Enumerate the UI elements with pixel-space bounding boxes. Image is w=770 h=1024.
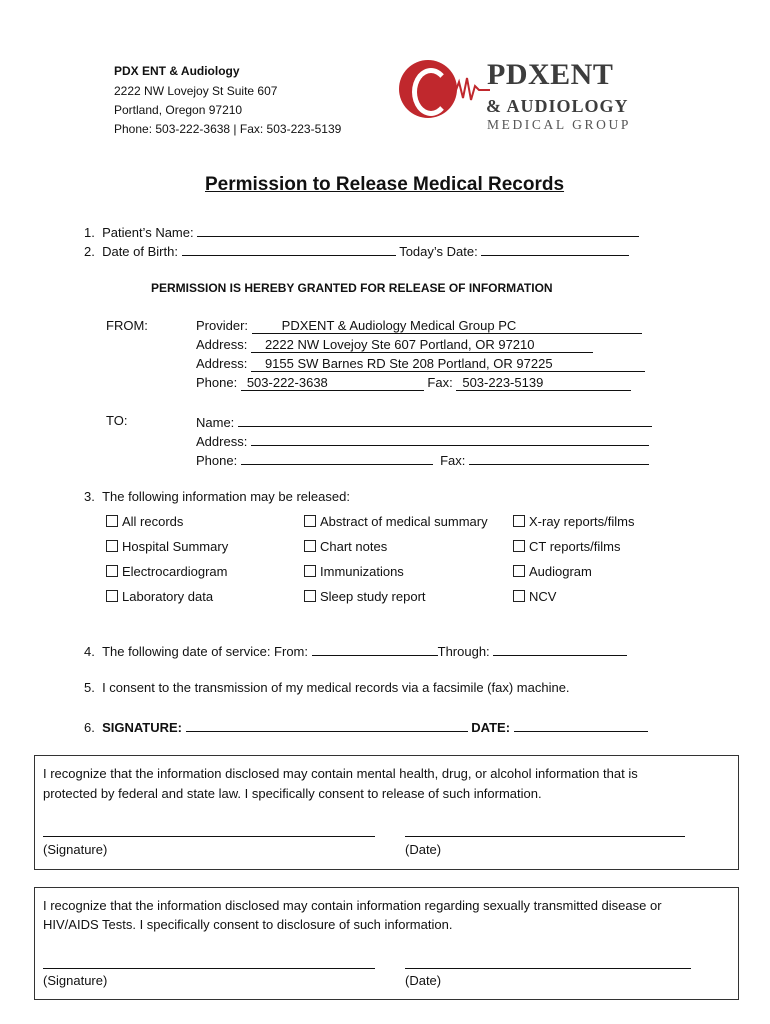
logo-soundwave-icon — [450, 74, 490, 104]
checkbox-label: Electrocardiogram — [122, 564, 228, 579]
consent-text-line-1: I recognize that the information disclosed may contain information regarding sexually transmitted disease or — [43, 898, 662, 913]
item-number: 3. — [84, 489, 95, 504]
logo-text-medical-group: MEDICAL GROUP — [487, 117, 631, 132]
release-info-label: The following information may be released: — [102, 489, 350, 504]
checkbox-icon[interactable] — [513, 515, 525, 527]
to-phone-field[interactable] — [241, 451, 433, 465]
fax-field[interactable]: 503-223-5139 — [456, 376, 631, 391]
checkbox-label: Laboratory data — [122, 589, 214, 604]
org-name: PDX ENT & Audiology — [114, 64, 240, 78]
to-address-row — [196, 432, 649, 449]
service-through-label: Through: — [437, 644, 490, 659]
checkbox-icon[interactable] — [304, 515, 316, 527]
signature-caption: (Signature) — [43, 842, 108, 857]
item-number: 1. — [84, 225, 95, 240]
from-provider-row — [196, 318, 642, 334]
checkbox-chart-notes[interactable] — [304, 539, 387, 554]
dob-label: Date of Birth: — [102, 244, 178, 259]
to-label: TO: — [106, 413, 128, 428]
date-field[interactable] — [514, 718, 648, 732]
checkbox-label: CT reports/films — [529, 539, 621, 554]
today-date-label: Today’s Date: — [399, 244, 478, 259]
checkbox-hospital-summary[interactable] — [106, 539, 228, 554]
item-number: 4. — [84, 644, 95, 659]
checkbox-label: Sleep study report — [320, 589, 426, 604]
checkbox-label: All records — [122, 514, 184, 529]
consent-box-std-hiv — [34, 887, 739, 1000]
date-line[interactable] — [405, 836, 685, 837]
to-phone-row — [196, 451, 649, 468]
signature-line[interactable] — [43, 836, 375, 837]
phone-field[interactable]: 503-222-3638 — [241, 376, 424, 391]
item-number: 2. — [84, 244, 95, 259]
patient-name-field[interactable] — [197, 223, 639, 237]
address-label: Address: — [196, 337, 248, 352]
to-fax-label: Fax: — [440, 453, 466, 468]
address-label: Address: — [196, 356, 248, 371]
page-title: Permission to Release Medical Records — [205, 174, 565, 195]
grant-heading: PERMISSION IS HEREBY GRANTED FOR RELEASE OF INFORMATION — [151, 281, 553, 295]
checkbox-label: Abstract of medical summary — [320, 514, 488, 529]
logo-text-pdxent: PDXENT — [487, 58, 614, 91]
checkbox-label: Immunizations — [320, 564, 404, 579]
item-4 — [84, 642, 627, 659]
fax-consent-text: I consent to the transmission of my medical records via a facsimile (fax) machine. — [102, 680, 570, 695]
from-label: FROM: — [106, 318, 148, 333]
signature-line[interactable] — [43, 968, 375, 969]
address-line-2: Portland, Oregon 97210 — [114, 103, 243, 117]
checkbox-icon[interactable] — [304, 540, 316, 552]
item-5 — [84, 680, 570, 695]
consent-box-mental-health — [34, 755, 739, 870]
checkbox-icon[interactable] — [106, 565, 118, 577]
item-number: 5. — [84, 680, 95, 695]
from-address1-row — [196, 337, 593, 353]
from-address2-row — [196, 356, 645, 372]
item-number: 6. — [84, 720, 95, 735]
checkbox-electrocardiogram[interactable] — [106, 564, 228, 579]
to-address-label: Address: — [196, 434, 248, 449]
checkbox-ncv[interactable] — [513, 589, 556, 604]
signature-caption: (Signature) — [43, 973, 108, 988]
signature-label: SIGNATURE: — [102, 720, 183, 735]
logo-text-audiology: & AUDIOLOGY — [486, 96, 629, 116]
checkbox-label: NCV — [529, 589, 557, 604]
service-from-field[interactable] — [312, 642, 438, 656]
logo-ear-shape — [412, 68, 450, 116]
item-2 — [84, 242, 629, 259]
date-line[interactable] — [405, 968, 691, 969]
signature-field[interactable] — [186, 718, 468, 732]
date-label: DATE: — [471, 720, 511, 735]
to-fax-field[interactable] — [469, 451, 649, 465]
address2-field[interactable]: 9155 SW Barnes RD Ste 208 Portland, OR 97225 — [251, 357, 645, 372]
checkbox-all-records[interactable] — [106, 514, 183, 529]
address-line-1: 2222 NW Lovejoy St Suite 607 — [114, 84, 278, 98]
checkbox-icon[interactable] — [106, 540, 118, 552]
checkbox-label: Chart notes — [320, 539, 388, 554]
item-3 — [84, 489, 350, 504]
checkbox-icon[interactable] — [513, 565, 525, 577]
service-from-label: The following date of service: From: — [102, 644, 308, 659]
checkbox-sleep-study[interactable] — [304, 589, 426, 604]
phone-fax: Phone: 503-222-3638 | Fax: 503-223-5139 — [114, 122, 342, 136]
to-name-field[interactable] — [238, 413, 652, 427]
checkbox-ct[interactable] — [513, 539, 621, 554]
consent-text-line-2: protected by federal and state law. I specifically consent to release of such information. — [43, 786, 542, 801]
service-through-field[interactable] — [493, 642, 627, 656]
checkbox-immunizations[interactable] — [304, 564, 404, 579]
patient-name-label: Patient’s Name: — [102, 225, 194, 240]
date-caption: (Date) — [405, 973, 442, 988]
address1-field[interactable]: 2222 NW Lovejoy Ste 607 Portland, OR 97210 — [251, 338, 593, 353]
checkbox-label: X-ray reports/films — [529, 514, 635, 529]
consent-text-line-1: I recognize that the information disclosed may contain mental health, drug, or alcohol information that is — [43, 766, 638, 781]
checkbox-icon[interactable] — [304, 590, 316, 602]
checkbox-label: Audiogram — [529, 564, 592, 579]
provider-label: Provider: — [196, 318, 249, 333]
checkbox-icon[interactable] — [513, 540, 525, 552]
item-1 — [84, 223, 639, 240]
checkbox-laboratory-data[interactable] — [106, 589, 213, 604]
consent-text-line-2: HIV/AIDS Tests. I specifically consent to disclosure of such information. — [43, 917, 453, 932]
from-phone-row — [196, 375, 631, 391]
item-6 — [84, 718, 648, 735]
to-phone-label: Phone: — [196, 453, 238, 468]
checkbox-icon[interactable] — [106, 590, 118, 602]
date-caption: (Date) — [405, 842, 442, 857]
phone-label: Phone: — [196, 375, 238, 390]
fax-label: Fax: — [427, 375, 453, 390]
checkbox-icon[interactable] — [106, 515, 118, 527]
checkbox-icon[interactable] — [304, 565, 316, 577]
checkbox-audiogram[interactable] — [513, 564, 592, 579]
dob-field[interactable] — [182, 242, 396, 256]
to-name-label: Name: — [196, 415, 235, 430]
today-date-field[interactable] — [481, 242, 629, 256]
checkbox-label: Hospital Summary — [122, 539, 229, 554]
to-name-row — [196, 413, 652, 430]
checkbox-abstract-summary[interactable] — [304, 514, 488, 529]
to-address-field[interactable] — [251, 432, 649, 446]
checkbox-xray[interactable] — [513, 514, 634, 529]
checkbox-icon[interactable] — [513, 590, 525, 602]
provider-field[interactable]: PDXENT & Audiology Medical Group PC — [252, 319, 643, 334]
